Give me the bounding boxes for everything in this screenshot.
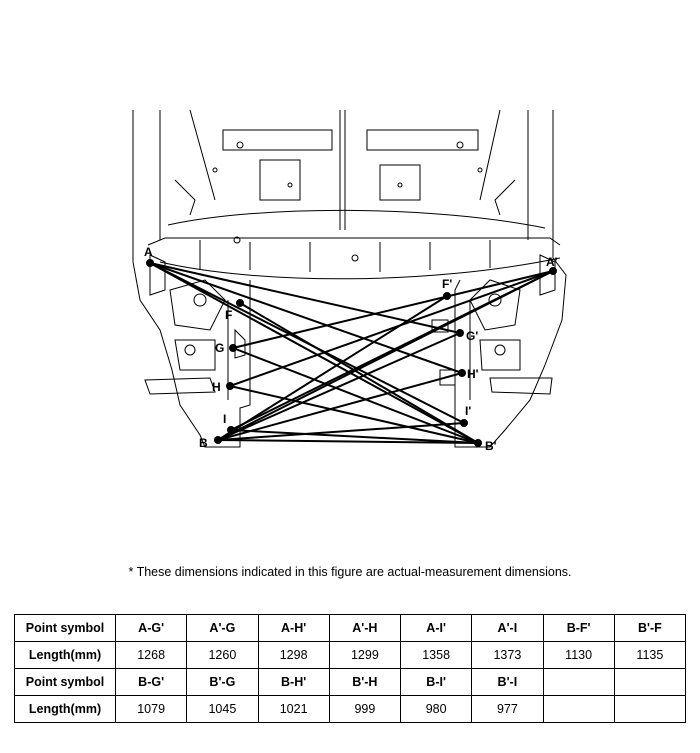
table-row-symbols-1 <box>15 615 686 642</box>
symbol-cell: A-G' <box>116 615 187 642</box>
value-cell: 1373 <box>472 642 543 669</box>
line-a-h-prime <box>150 263 462 373</box>
symbol-cell <box>614 669 685 696</box>
value-cell: 1021 <box>258 696 329 723</box>
label-h: H <box>212 380 221 394</box>
value-cell: 977 <box>472 696 543 723</box>
length-label: Length(mm) <box>15 642 116 669</box>
value-cell <box>614 696 685 723</box>
value-cell: 1130 <box>543 642 614 669</box>
symbol-cell: A'-G <box>187 615 258 642</box>
symbol-cell: B-H' <box>258 669 329 696</box>
symbol-cell: B'-G <box>187 669 258 696</box>
label-a-prime: A' <box>546 255 558 269</box>
value-cell: 1298 <box>258 642 329 669</box>
vehicle-underbody-outline <box>133 110 566 447</box>
label-f: F <box>225 308 233 322</box>
point-h <box>226 382 234 390</box>
symbol-cell: B'-H <box>329 669 400 696</box>
symbol-cell: A-I' <box>401 615 472 642</box>
point-b-prime <box>474 439 482 447</box>
point-i <box>227 426 235 434</box>
measurement-points <box>146 259 557 447</box>
table-row-values-1 <box>15 642 686 669</box>
value-cell: 1268 <box>116 642 187 669</box>
symbol-cell: A'-H <box>329 615 400 642</box>
line-b-prime-f <box>240 303 478 443</box>
dimension-table <box>14 614 686 723</box>
value-cell: 1358 <box>401 642 472 669</box>
line-a-b-prime <box>150 263 478 443</box>
point-a <box>146 259 154 267</box>
value-cell: 999 <box>329 696 400 723</box>
value-cell: 1079 <box>116 696 187 723</box>
table-row-symbols-2 <box>15 669 686 696</box>
symbol-cell: B'-F <box>614 615 685 642</box>
symbol-cell: B-F' <box>543 615 614 642</box>
point-g <box>229 344 237 352</box>
point-f <box>236 299 244 307</box>
label-i-prime: I' <box>465 404 472 418</box>
symbol-cell: B-I' <box>401 669 472 696</box>
label-a: A <box>144 245 153 259</box>
line-a-prime-b <box>218 271 553 440</box>
symbol-cell: A-H' <box>258 615 329 642</box>
length-label: Length(mm) <box>15 696 116 723</box>
label-g: G <box>215 341 225 355</box>
point-g-prime <box>456 329 464 337</box>
line-a-g-prime <box>150 263 460 333</box>
label-g-prime: G' <box>466 329 479 343</box>
header-label: Point symbol <box>15 669 116 696</box>
symbol-cell: A'-I <box>472 615 543 642</box>
point-f-prime <box>443 292 451 300</box>
label-i: I <box>223 412 227 426</box>
measurement-note: * These dimensions indicated in this figure are actual-measurement dimensions. <box>128 565 572 579</box>
symbol-cell <box>543 669 614 696</box>
measurement-lines <box>150 263 553 443</box>
label-h-prime: H' <box>467 367 479 381</box>
line-b-g-prime <box>218 333 460 440</box>
value-cell: 1299 <box>329 642 400 669</box>
label-f-prime: F' <box>442 277 453 291</box>
point-h-prime <box>458 369 466 377</box>
table-row-values-2 <box>15 696 686 723</box>
header-label: Point symbol <box>15 615 116 642</box>
symbol-cell: B'-I <box>472 669 543 696</box>
value-cell <box>543 696 614 723</box>
point-i-prime <box>460 419 468 427</box>
label-b-prime: B' <box>485 439 497 453</box>
label-b: B <box>199 436 208 450</box>
point-b <box>214 436 222 444</box>
value-cell: 1045 <box>187 696 258 723</box>
value-cell: 1135 <box>614 642 685 669</box>
value-cell: 980 <box>401 696 472 723</box>
symbol-cell: B-G' <box>116 669 187 696</box>
value-cell: 1260 <box>187 642 258 669</box>
